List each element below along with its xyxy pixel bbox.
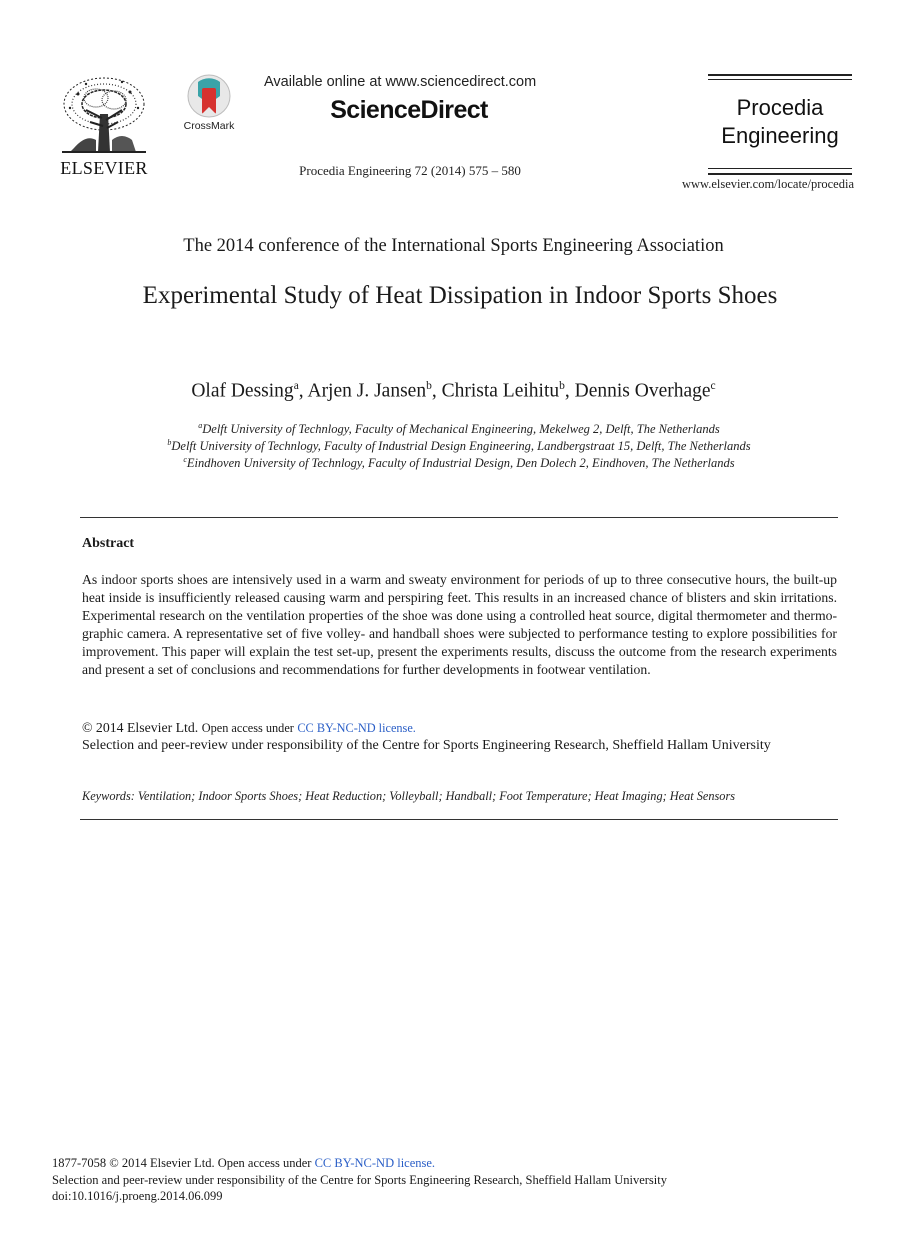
- author-separator: ,: [431, 380, 442, 402]
- affiliation-mark: c: [183, 455, 187, 464]
- author-affil-mark: b: [559, 380, 565, 392]
- author-affil-mark: b: [426, 380, 432, 392]
- footer-copyright-line: [52, 1155, 812, 1172]
- section-divider: [80, 819, 838, 820]
- journal-name-line: Procedia: [736, 95, 824, 120]
- keywords: Keywords: Ventilation; Indoor Sports Shoes; Heat Reduction; Volleyball; Handball; Foot Temperature; Heat Imaging; Heat Sensors: [82, 789, 736, 803]
- journal-url[interactable]: www.elsevier.com/locate/procedia: [681, 177, 854, 191]
- author-name: Arjen J. Jansen: [307, 380, 427, 402]
- author-name: Olaf Dessing: [191, 380, 294, 402]
- issn-copyright: 1877-7058 © 2014 Elsevier Ltd.: [52, 1156, 215, 1170]
- elsevier-tree-icon: [56, 74, 152, 158]
- paper-title: Experimental Study of Heat Dissipation in Indoor Sports Shoes: [142, 282, 778, 309]
- doi[interactable]: doi:10.1016/j.proeng.2014.06.099: [52, 1189, 223, 1203]
- footer-peer-review: Selection and peer-review under responsibility of the Centre for Sports Engineering Research, Sheffield Hallam University: [52, 1172, 667, 1187]
- journal-reference: Procedia Engineering 72 (2014) 575 – 580: [299, 163, 521, 178]
- open-access-text: Open access under: [217, 1156, 312, 1170]
- crossmark-badge[interactable]: [178, 74, 240, 136]
- divider: [708, 173, 852, 175]
- author-affil-mark: c: [710, 380, 716, 392]
- available-online-text: Available online at www.sciencedirect.com: [264, 74, 537, 90]
- license-link[interactable]: CC BY-NC-ND license.: [314, 1156, 436, 1170]
- affiliation-text: Delft University of Technlogy, Faculty of Industrial Design Engineering, Landbergstraat 15, Delft, The Netherlands: [171, 439, 751, 454]
- journal-name-box: [708, 74, 852, 178]
- section-divider: [80, 517, 838, 518]
- copyright-text: © 2014 Elsevier Ltd.: [82, 720, 199, 735]
- affiliation: [0, 438, 907, 454]
- author-list: [0, 380, 907, 403]
- crossmark-icon: [178, 74, 240, 120]
- author-name: Christa Leihitu: [441, 380, 560, 402]
- affiliation-mark: a: [198, 421, 203, 430]
- footer: [52, 1155, 812, 1205]
- license-link[interactable]: CC BY-NC-ND license.: [297, 721, 416, 735]
- conference-name: The 2014 conference of the International Sports Engineering Association: [183, 236, 724, 256]
- divider: [708, 168, 852, 169]
- journal-name: [708, 94, 852, 150]
- affiliation-mark: b: [167, 438, 172, 447]
- publisher-name: ELSEVIER: [60, 158, 148, 178]
- affiliation-text: Delft University of Technlogy, Faculty of Mechanical Engineering, Mekelweg 2, Delft, The Netherlands: [202, 422, 720, 437]
- crossmark-label: CrossMark: [183, 120, 235, 132]
- author-affil-mark: a: [293, 380, 299, 392]
- abstract-text: As indoor sports shoes are intensively used in a warm and sweaty environment for periods of up to three consecutive hours, the built-up heat inside is insufficiently released causing warm and perspiring feet. This results in an increased chance of blisters and skin irritations. Experimental research on the ventilation properties of the shoe was done using a controlled heat source, digital thermometer and thermo-graphic camera. A representative set of five volley- and handball shoes were subjected to performance testing to explore possibilities for improvement. This paper will explain the test set-up, present the experiments results, discuss the outcome from the research experiments and present a set of conclusions and recommendations for further developments in footwear ventilation.: [82, 572, 837, 678]
- author-name: Dennis Overhage: [574, 380, 711, 402]
- author-separator: ,: [298, 380, 308, 402]
- divider: [708, 74, 852, 76]
- affiliation-text: Eindhoven University of Technlogy, Faculty of Industrial Design, Den Dolech 2, Eindhoven, The Netherlands: [186, 456, 735, 471]
- peer-review-statement: Selection and peer-review under responsibility of the Centre for Sports Engineering Research, Sheffield Hallam University: [82, 738, 771, 753]
- sciencedirect-brand: ScienceDirect: [330, 96, 488, 124]
- affiliation: [0, 421, 907, 437]
- author-separator: ,: [564, 380, 575, 402]
- affiliation: [0, 455, 907, 471]
- elsevier-logo: [56, 74, 152, 178]
- abstract-heading: Abstract: [82, 536, 135, 551]
- open-access-text: Open access under: [201, 721, 294, 735]
- journal-name-line: Engineering: [721, 123, 839, 148]
- copyright-line: [82, 720, 837, 736]
- divider: [708, 79, 852, 80]
